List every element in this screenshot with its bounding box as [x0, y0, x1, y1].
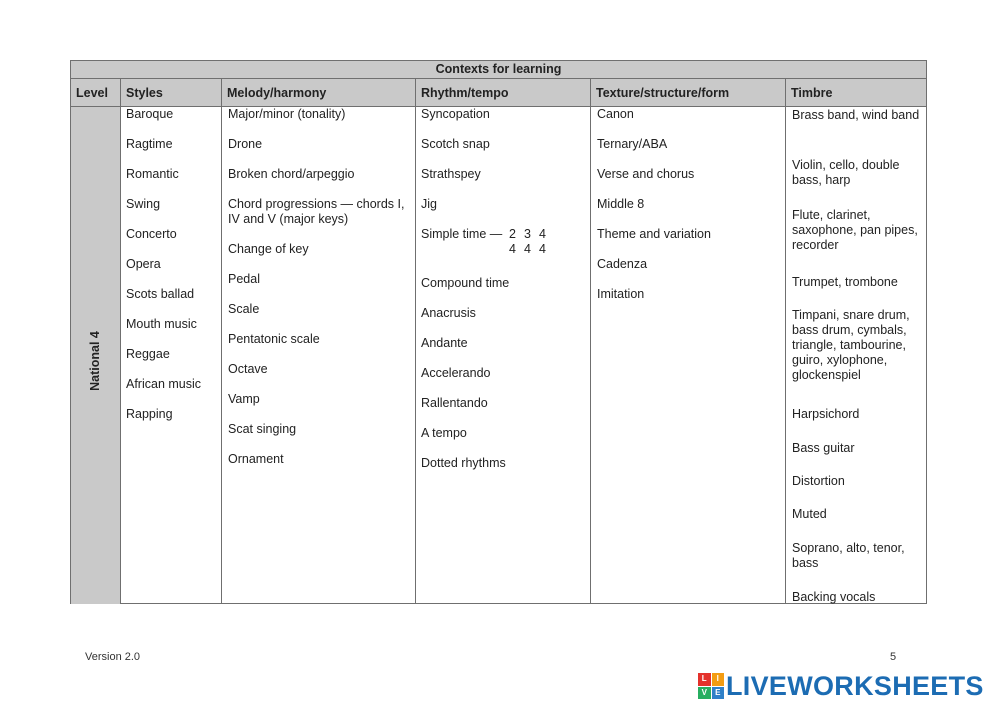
time-sig-bottom: 4 [509, 242, 516, 256]
rhythm-item: Rallentando [421, 396, 488, 410]
simple-time-label: Simple time — [421, 227, 503, 241]
timbre-item: Flute, clarinet, saxophone, pan pipes, recorder [792, 208, 918, 252]
timbre-item: Bass guitar [792, 441, 855, 455]
style-item: Swing [126, 197, 161, 211]
time-signatures [509, 227, 569, 257]
rhythm-item: Accelerando [421, 366, 491, 380]
level-cell [71, 107, 120, 604]
rhythm-item: Strathspey [421, 167, 481, 181]
timbre-item: Violin, cello, double bass, harp [792, 158, 900, 187]
timbre-item: Brass band, wind band [792, 108, 920, 122]
rhythm-item: Syncopation [421, 107, 490, 121]
header-styles: Styles [126, 86, 163, 100]
time-sig-top: 4 [539, 227, 546, 241]
melody-item: Pedal [228, 272, 260, 286]
contexts-table [70, 60, 927, 604]
melody-item: Pentatonic scale [228, 332, 320, 346]
timbre-item: Distortion [792, 474, 845, 488]
timbre-item: Harpsichord [792, 407, 860, 421]
texture-item: Ternary/ABA [597, 137, 668, 151]
melody-item: Octave [228, 362, 268, 376]
style-item: Concerto [126, 227, 177, 241]
column-divider [785, 79, 786, 603]
texture-item: Canon [597, 107, 634, 121]
timbre-item: Timpani, snare drum, bass drum, cymbals, triangle, tambourine, guiro, xylophone, glockenspiel [792, 308, 910, 382]
melody-item: Broken chord/arpeggio [228, 167, 355, 181]
style-item: Scots ballad [126, 287, 195, 301]
column-divider [120, 79, 121, 603]
style-item: Romantic [126, 167, 179, 181]
texture-item: Verse and chorus [597, 167, 695, 181]
style-item: Mouth music [126, 317, 197, 331]
melody-item: Major/minor (tonality) [228, 107, 346, 121]
column-divider [415, 79, 416, 603]
timbre-item: Muted [792, 507, 827, 521]
melody-item: Scat singing [228, 422, 297, 436]
rhythm-item: Andante [421, 336, 468, 350]
rhythm-item: Jig [421, 197, 437, 211]
texture-item: Cadenza [597, 257, 648, 271]
page-number: 5 [890, 651, 897, 663]
time-sig-bottom: 4 [524, 242, 531, 256]
melody-item: Scale [228, 302, 260, 316]
column-divider [221, 79, 222, 603]
header-melody: Melody/harmony [227, 86, 327, 100]
logo-tile: L [698, 673, 711, 686]
column-divider [590, 79, 591, 603]
melody-item: Ornament [228, 452, 284, 466]
style-item: Ragtime [126, 137, 173, 151]
header-level: Level [76, 86, 108, 100]
texture-item: Middle 8 [597, 197, 645, 211]
style-item: African music [126, 377, 202, 391]
header-timbre: Timbre [791, 86, 833, 100]
texture-item: Imitation [597, 287, 645, 301]
time-sig-top: 3 [524, 227, 531, 241]
header-row [71, 79, 926, 107]
melody-item: Vamp [228, 392, 260, 406]
level-label: National 4 [88, 331, 102, 391]
style-item: Opera [126, 257, 161, 271]
liveworksheets-brand [698, 672, 984, 700]
simple-time-item [421, 227, 546, 256]
melody-item: Drone [228, 137, 263, 151]
liveworksheets-logo-icon [698, 673, 724, 699]
rhythm-item: Dotted rhythms [421, 456, 506, 470]
time-sig-top: 2 [509, 227, 516, 241]
texture-item: Theme and variation [597, 227, 711, 241]
logo-tile: I [712, 673, 725, 686]
logo-tile: E [712, 687, 725, 700]
version-label: Version 2.0 [85, 651, 141, 663]
melody-item: Change of key [228, 242, 309, 256]
style-item: Baroque [126, 107, 174, 121]
style-item: Rapping [126, 407, 173, 421]
rhythm-item: A tempo [421, 426, 467, 440]
style-item: Reggae [126, 347, 170, 361]
table-title: Contexts for learning [71, 61, 926, 79]
logo-tile: V [698, 687, 711, 700]
rhythm-item: Scotch snap [421, 137, 490, 151]
rhythm-item: Compound time [421, 276, 510, 290]
timbre-item: Trumpet, trombone [792, 275, 898, 289]
melody-item: Chord progressions — chords I, IV and V (major keys) [228, 197, 405, 226]
header-rhythm: Rhythm/tempo [421, 86, 509, 100]
brand-name: LIVEWORKSHEETS [726, 671, 984, 701]
rhythm-item: Anacrusis [421, 306, 476, 320]
timbre-item: Soprano, alto, tenor, bass [792, 541, 905, 570]
timbre-item: Backing vocals [792, 590, 876, 604]
header-texture: Texture/structure/form [596, 86, 730, 100]
time-sig-bottom: 4 [539, 242, 546, 256]
